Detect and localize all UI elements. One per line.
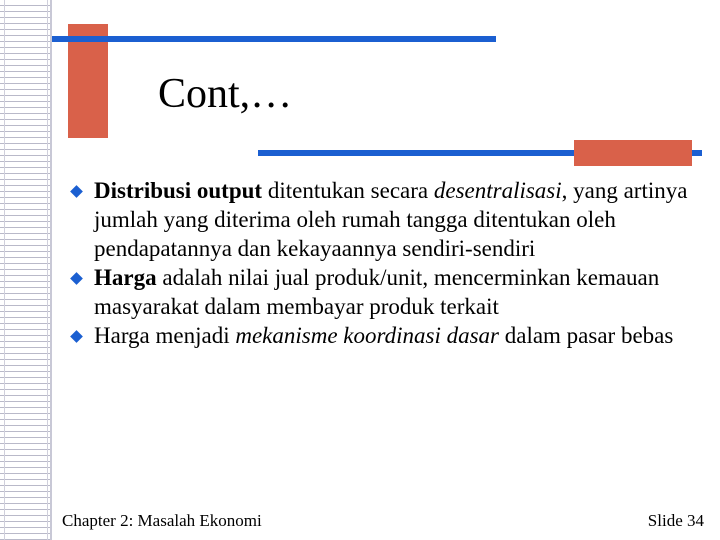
decorative-line-top: [52, 36, 496, 42]
bullet-italic-text: desentralisasi: [433, 178, 562, 203]
bullet-item: [70, 321, 710, 350]
diamond-bullet-icon: [70, 185, 83, 198]
bullet-bold-text: Harga: [94, 265, 157, 290]
bullet-text: adalah nilai jual produk/unit, mencerminkan kemauan masyarakat dalam membayar produk terkait: [94, 265, 660, 319]
bullet-list: [70, 176, 710, 350]
bullet-text: dalam pasar bebas: [498, 323, 674, 348]
bullet-item: [70, 176, 710, 263]
decorative-bar-right: [574, 140, 692, 166]
bullet-italic-text: mekanisme koordinasi dasar: [235, 323, 499, 348]
bullet-bold-text: Distribusi output: [94, 178, 263, 203]
slide-title: Cont,…: [158, 71, 293, 117]
diamond-bullet-icon: [70, 330, 83, 343]
footer-slide-number: Slide 34: [647, 511, 704, 530]
bullet-text: ditentukan secara: [262, 178, 434, 203]
grid-strip: [0, 0, 52, 540]
bullet-text: , yang artinya jumlah yang diterima oleh rumah tangga ditentukan oleh pendapatannya dan kekayaannya sendiri-sendiri: [94, 178, 688, 261]
footer-chapter: Chapter 2: Masalah Ekonomi: [62, 511, 262, 530]
bullet-item: [70, 263, 710, 321]
bullet-text: Harga menjadi: [94, 323, 236, 348]
diamond-bullet-icon: [70, 272, 83, 285]
